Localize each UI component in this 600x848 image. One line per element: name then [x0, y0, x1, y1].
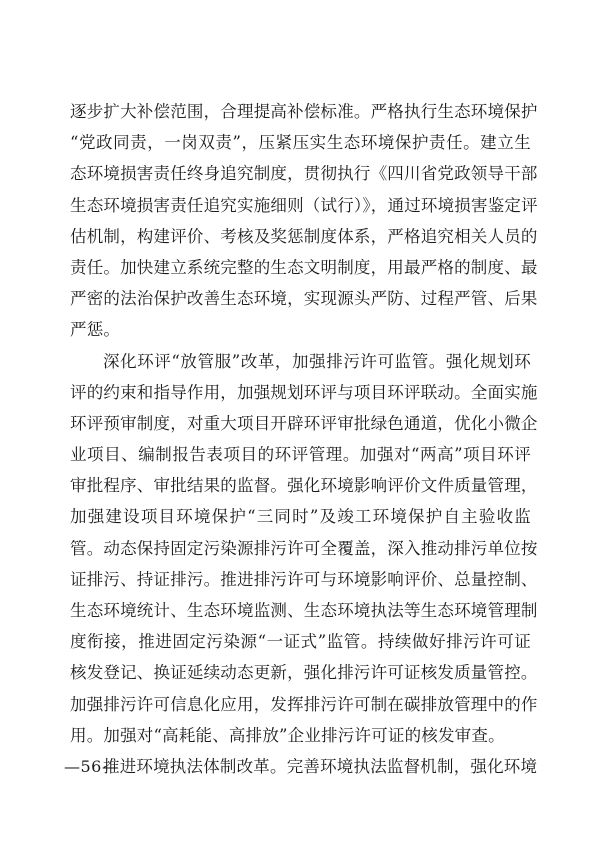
text-line: 逐步扩大补偿范围，合理提高补偿标准。严格执行生态环境保护 — [70, 102, 538, 121]
text-line: 审批程序、审批结果的监督。强化环境影响评价文件质量管理， — [70, 476, 538, 496]
text-line: 加强建设项目环境保护“三同时”及竣工环境保护自主验收监 — [70, 507, 531, 527]
text-line: 业项目、编制报告表项目的环评管理。加强对“两高”项目环评 — [70, 445, 531, 465]
text-line: 度衔接，推进固定污染源“一证式”监管。持续做好排污许可证 — [70, 632, 531, 652]
text-line: 态环境损害责任终身追究制度，贯彻执行《四川省党政领导干部 — [70, 164, 538, 184]
text-line: 环评预审制度，对重大项目开辟环评审批绿色通道，优化小微企 — [70, 413, 538, 433]
text-line: 用。加强对“高耗能、高排放”企业排污许可证的核发审查。 — [70, 725, 505, 745]
text-line: 证排污、持证排污。推进排污许可与环境影响评价、总量控制、 — [70, 569, 538, 589]
text-line: 责任。加快建立系统完整的生态文明制度，用最严格的制度、最 — [70, 257, 538, 277]
text-line: “党政同责，一岗双责”，压紧压实生态环境保护责任。建立生 — [70, 133, 531, 153]
text-line: 估机制，构建评价、考核及奖惩制度体系，严格追究相关人员的 — [70, 226, 538, 246]
text-line: 管。动态保持固定污染源排污许可全覆盖，深入推动排污单位按 — [70, 538, 538, 558]
text-line: 生态环境统计、生态环境监测、生态环境执法等生态环境管理制 — [70, 601, 538, 620]
text-line: 加强排污许可信息化应用，发挥排污许可制在碳排放管理中的作 — [70, 694, 538, 714]
document-body — [70, 96, 538, 782]
text-line: 严惩。 — [70, 320, 121, 340]
text-line: 严密的法治保护改善生态环境，实现源头严防、过程严管、后果 — [70, 289, 538, 309]
text-line: 核发登记、换证延续动态更新，强化排污许可证核发质量管控。 — [70, 663, 538, 683]
text-line: 生态环境损害责任追究实施细则（试行）》，通过环境损害鉴定评 — [70, 195, 538, 215]
paragraph-first-line: 深化环评“放管服”改革，加强排污许可监管。强化规划环 — [103, 351, 531, 371]
text-line: 评的约束和指导作用，加强规划环评与项目环评联动。全面实施 — [70, 382, 538, 402]
page-number: —56— — [64, 757, 119, 776]
paragraph-first-line: 推进环境执法体制改革。完善环境执法监督机制，强化环境 — [103, 756, 538, 776]
